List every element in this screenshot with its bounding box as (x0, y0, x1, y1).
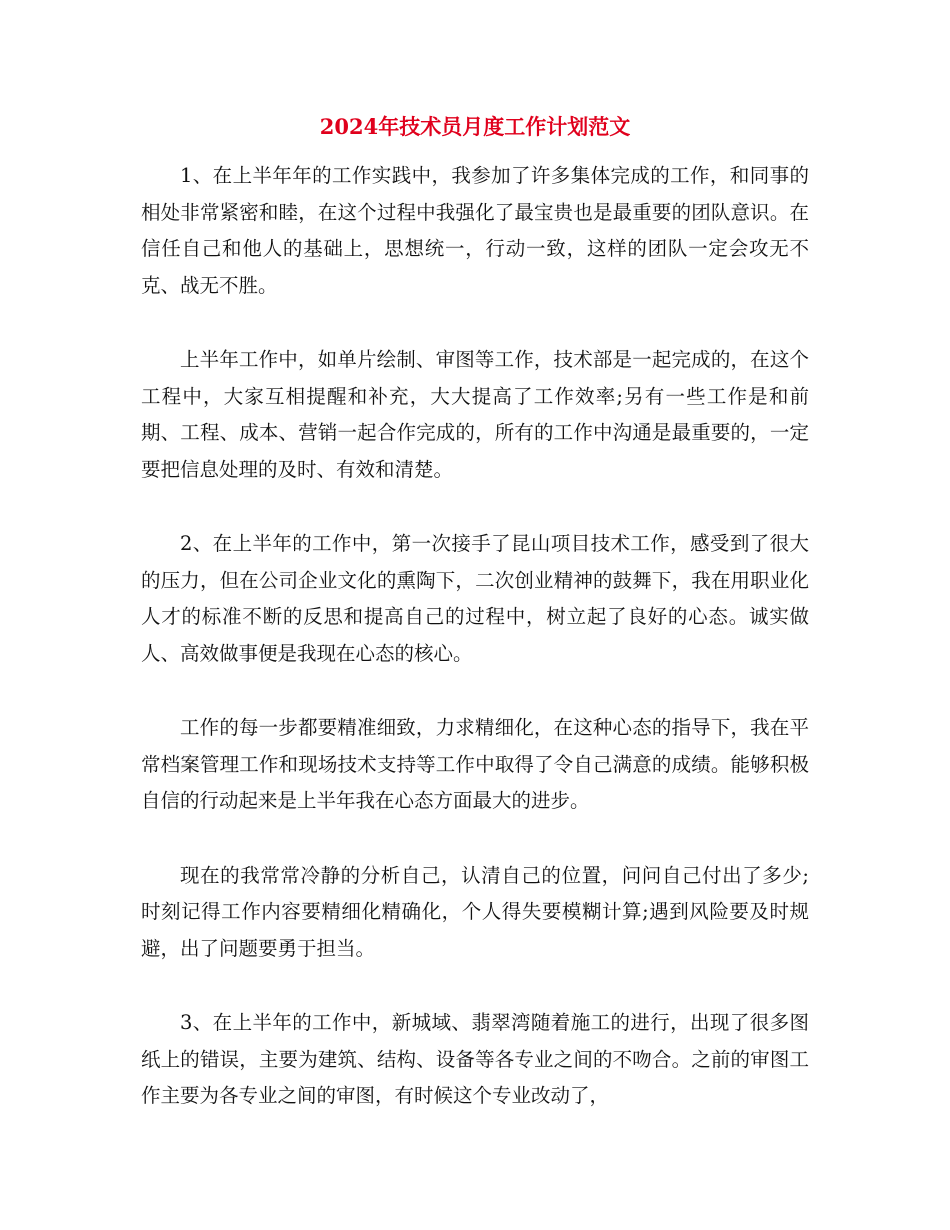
document-body (141, 158, 809, 1153)
paragraph-6: 3、在上半年的工作中，新城域、翡翠湾随着施工的进行，出现了很多图纸上的错误，主要为建筑、结构、设备等各专业之间的不吻合。之前的审图工作主要为各专业之间的审图，有时候这个专业改动了， (141, 1011, 809, 1107)
paragraph-3: 2、在上半年的工作中，第一次接手了昆山项目技术工作，感受到了很大的压力，但在公司企业文化的熏陶下，二次创业精神的鼓舞下，我在用职业化人才的标准不断的反思和提高自己的过程中，树立起了良好的心态。诚实做人、高效做事便是我现在心态的核心。 (141, 532, 809, 665)
document-title: 2024年技术员月度工作计划范文 (319, 114, 631, 139)
paragraph-1: 1、在上半年年的工作实践中，我参加了许多集体完成的工作，和同事的相处非常紧密和睦，在这个过程中我强化了最宝贵也是最重要的团队意识。在信任自己和他人的基础上，思想统一，行动一致，这样的团队一定会攻无不克、战无不胜。 (141, 164, 809, 297)
paragraph-4: 工作的每一步都要精准细致，力求精细化，在这种心态的指导下，我在平常档案管理工作和现场技术支持等工作中取得了令自己满意的成绩。能够积极自信的行动起来是上半年我在心态方面最大的进步。 (141, 716, 809, 812)
paragraph-5: 现在的我常常冷静的分析自己，认清自己的位置，问问自己付出了多少;时刻记得工作内容要精细化精确化，个人得失要模糊计算;遇到风险要及时规避，出了问题要勇于担当。 (141, 863, 809, 960)
paragraph-2: 上半年工作中，如单片绘制、审图等工作，技术部是一起完成的，在这个工程中，大家互相提醒和补充，大大提高了工作效率;另有一些工作是和前期、工程、成本、营销一起合作完成的，所有的工作中沟通是最重要的，一定要把信息处理的及时、有效和清楚。 (141, 348, 809, 481)
